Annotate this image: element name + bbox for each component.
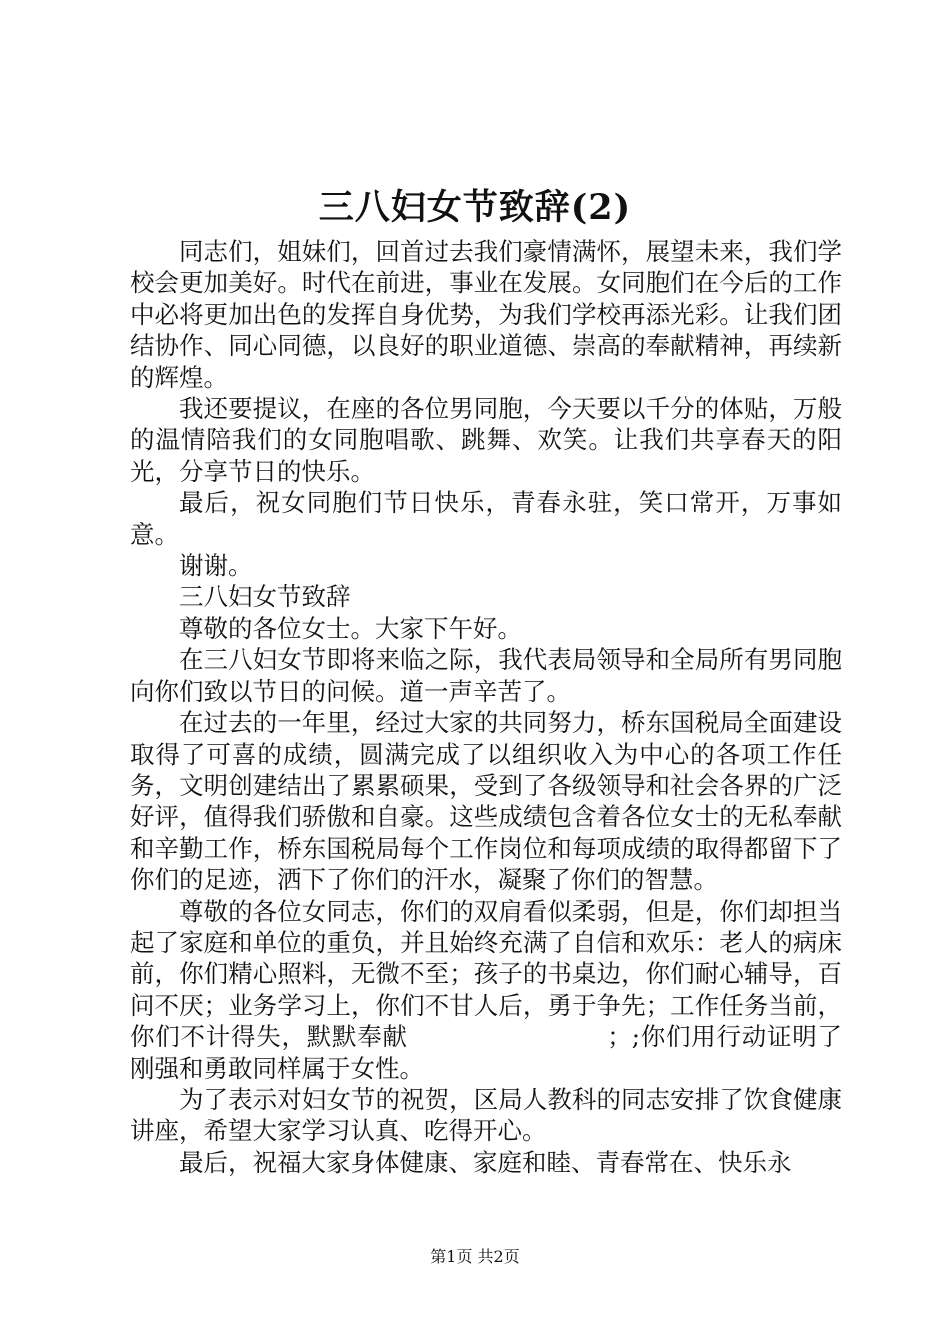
paragraph: 最后，祝女同胞们节日快乐，青春永驻，笑口常开，万事如意。 xyxy=(130,488,842,549)
paragraph-tail-punctuation: ； xyxy=(607,1022,632,1052)
document-body xyxy=(130,236,842,1178)
paragraph-continuation: ;你们用行动证明了刚强和勇敢同样属于女性。 xyxy=(130,1022,842,1083)
paragraph: 同志们，姐妹们，回首过去我们豪情满怀，展望未来，我们学校会更加美好。时代在前进，事业在发展。女同胞们在今后的工作中必将更加出色的发挥自身优势，为我们学校再添光彩。让我们团结协作、同心同德，以良好的职业道德、崇高的奉献精神，再续新的辉煌。 xyxy=(130,237,842,392)
paragraph: 最后，祝福大家身体健康、家庭和睦、青春常在、快乐永 xyxy=(179,1147,792,1177)
page-footer: 第1页 共2页 xyxy=(430,1247,520,1266)
paragraph: 在过去的一年里，经过大家的共同努力，桥东国税局全面建设取得了可喜的成绩，圆满完成了以组织收入为中心的各项工作任务，文明创建结出了累累硕果，受到了各级领导和社会各界的广泛好评，值得我们骄傲和自豪。这些成绩包含着各位女士的无私奉献和辛勤工作，桥东国税局每个工作岗位和每项成绩的取得都留下了你们的足迹，洒下了你们的汗水，凝聚了你们的智慧。 xyxy=(130,708,842,895)
paragraph: 为了表示对妇女节的祝贺，区局人教科的同志安排了饮食健康讲座，希望大家学习认真、吃得开心。 xyxy=(130,1084,842,1146)
paragraph xyxy=(130,896,842,1084)
document-title: 三八妇女节致辞(2) xyxy=(318,187,632,228)
section-heading: 三八妇女节致辞 xyxy=(179,582,351,612)
salutation: 尊敬的各位女士。大家下午好。 xyxy=(179,613,522,643)
paragraph: 我还要提议，在座的各位男同胞，今天要以千分的体贴，万般的温情陪我们的女同胞唱歌、跳舞、欢笑。让我们共享春天的阳光，分享节日的快乐。 xyxy=(130,394,842,486)
paragraph-main: 尊敬的各位女同志，你们的双肩看似柔弱，但是，你们却担当起了家庭和单位的重负，并且始终充满了自信和欢乐：老人的病床前，你们精心照料，无微不至；孩子的书桌边，你们耐心辅导，百问不厌；业务学习上，你们不甘人后，勇于争先；工作任务当前，你们不计得失，默默奉献 xyxy=(130,896,842,1052)
paragraph: 谢谢。 xyxy=(179,551,253,581)
paragraph: 在三八妇女节即将来临之际，我代表局领导和全局所有男同胞向你们致以节日的问候。道一声辛苦了。 xyxy=(130,645,842,706)
